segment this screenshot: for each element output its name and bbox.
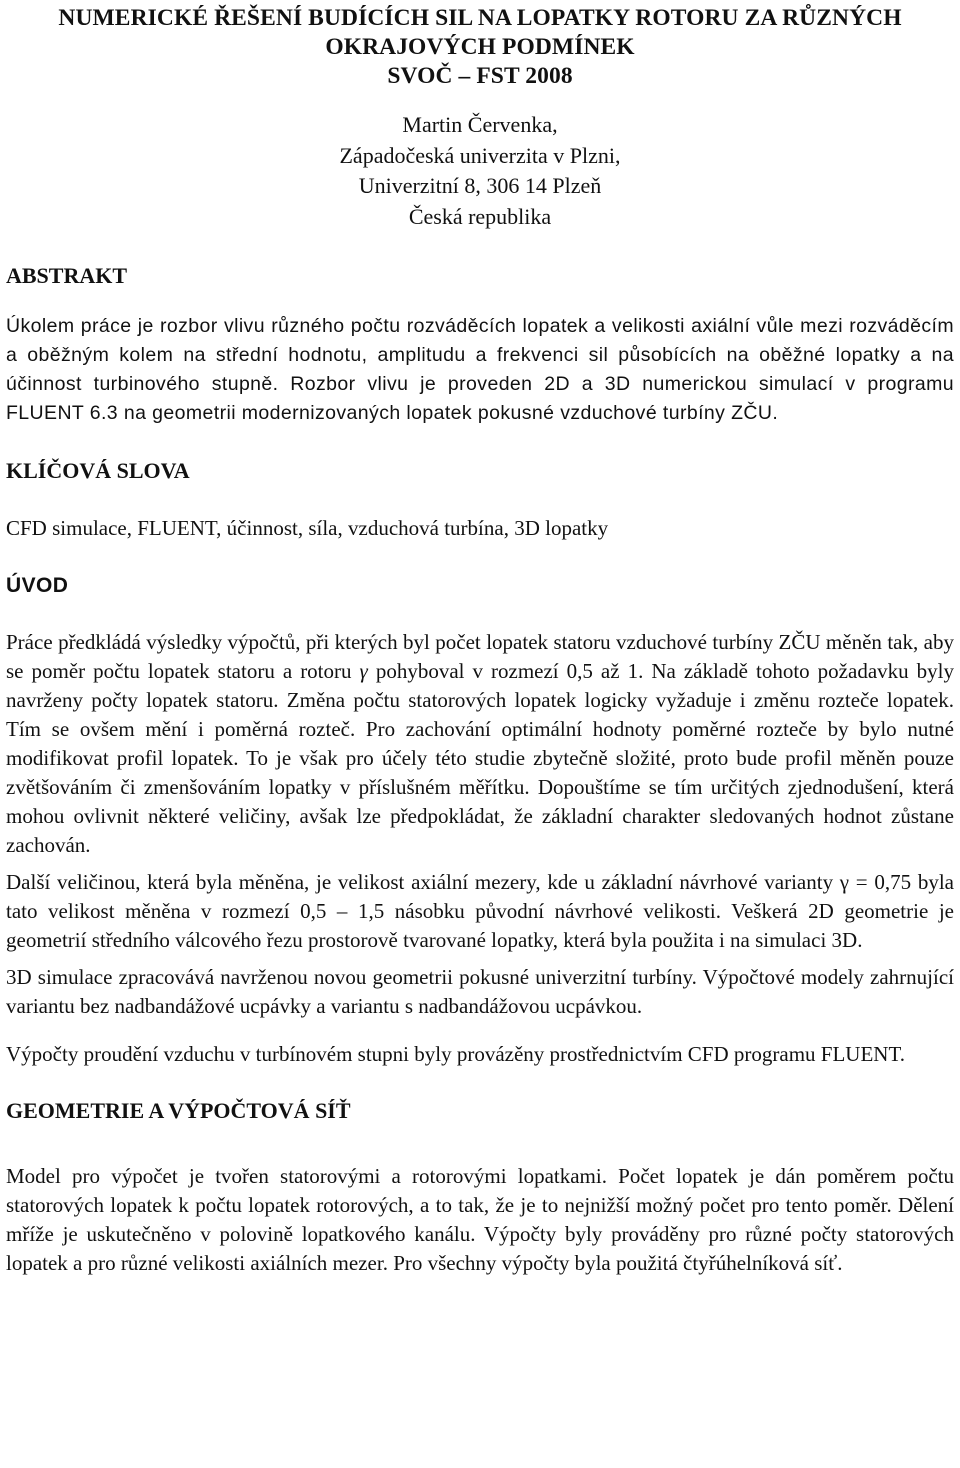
author-country: Česká republika xyxy=(408,203,552,229)
geometry-heading: GEOMETRIE A VÝPOČTOVÁ SÍŤ xyxy=(6,1098,351,1123)
geometry-paragraph-1: Model pro výpočet je tvořen statorovými a rotorovými lopatkami. Počet lopatek je dán poměrem počtu statorových lopatek k počtu lopatek rotorových, a to tak, že je to nejnižší možný počet pro tento poměr. Dělení mříže je uskutečněno v polovině lopatkového kanálu. Výpočty byly prováděny pro různé počty statorových lopatek a pro různé velikosti axiálních mezer. Pro všechny výpočty byla použitá čtyřúhelníková síť. xyxy=(6,1164,954,1275)
gamma-symbol: γ xyxy=(359,659,368,683)
intro-paragraph-2: Další veličinou, která byla měněna, je velikost axiální mezery, kde u základní návrhové varianty γ = 0,75 byla tato velikost měněna v rozmezí 0,5 – 1,5 násobku původní návrhové velikosti. Veškerá 2D geometrie je geometrií středního válcového řezu prostorově tvarované lopatky, která byla použita i na simulaci 3D. xyxy=(6,870,954,952)
intro-heading: ÚVOD xyxy=(6,574,69,597)
keywords-heading: KLÍČOVÁ SLOVA xyxy=(6,458,190,483)
intro-paragraph-4: Výpočty proudění vzduchu v turbínovém stupni byly provázěny prostřednictvím CFD programu FLUENT. xyxy=(6,1042,905,1066)
author-name: Martin Červenka, xyxy=(402,112,558,137)
paper-page xyxy=(6,0,954,1278)
author-affiliation: Západočeská univerzita v Plzni, xyxy=(339,142,621,168)
title-line-3: SVOČ – FST 2008 xyxy=(387,63,573,89)
intro-paragraph-3: 3D simulace zpracovává navrženou novou geometrii pokusné univerzitní turbíny. Výpočtové modely zahrnující variantu bez nadbandážové ucpávky a variantu s nadbandážovou ucpávkou. xyxy=(6,965,954,1018)
abstract-heading: ABSTRAKT xyxy=(6,263,128,288)
intro-paragraph-1-part-a: Práce předkládá výsledky výpočtů, při kterých byl počet lopatek statoru vzduchové turbíny ZČU měněn tak, aby se poměr počtu lopatek statoru a rotoru xyxy=(6,630,954,683)
paper-title xyxy=(6,4,954,91)
title-line-2: OKRAJOVÝCH PODMÍNEK xyxy=(325,34,635,60)
abstract-text: Úkolem práce je rozbor vlivu různého počtu rozváděcích lopatek a velikosti axiální vůle mezi rozváděcím a oběžným kolem na střední hodnotu, amplitudu a frekvenci sil působících na oběžné lopatky a na účinnost turbinového stupně. Rozbor vlivu je proveden 2D a 3D numerickou simulací v programu FLUENT 6.3 na geometrii modernizovaných lopatek pokusné vzduchové turbíny ZČU. xyxy=(6,315,954,424)
intro-paragraph-1 xyxy=(6,628,954,860)
title-line-1: NUMERICKÉ ŘEŠENÍ BUDÍCÍCH SIL NA LOPATKY ROTORU ZA RŮZNÝCH xyxy=(58,5,902,31)
keywords-text: CFD simulace, FLUENT, účinnost, síla, vzduchová turbína, 3D lopatky xyxy=(6,516,609,540)
author-address: Univerzitní 8, 306 14 Plzeň xyxy=(358,173,602,198)
intro-paragraph-1-part-b: pohyboval v rozmezí 0,5 až 1. Na základě tohoto požadavku byly navrženy počty lopatek statoru. Změna počtu statorových lopatek logicky vyžaduje i změnu rozteče lopatek. Tím se ovšem mění i poměrná rozteč. Pro zachování optimální hodnoty poměrné rozteče by bylo nutné modifikovat profil lopatek. To je však pro účely této studie zbytečně složité, proto bude profil měněn pouze zvětšováním či zmenšováním lopatky v příslušném měřítku. Dopouštíme se tím určitých zjednodušení, která mohou ovlivnit některé veličiny, avšak lze předpokládat, že základní charakter sledovaných hodnot zůstane zachován. xyxy=(6,659,954,857)
author-block xyxy=(6,110,954,232)
